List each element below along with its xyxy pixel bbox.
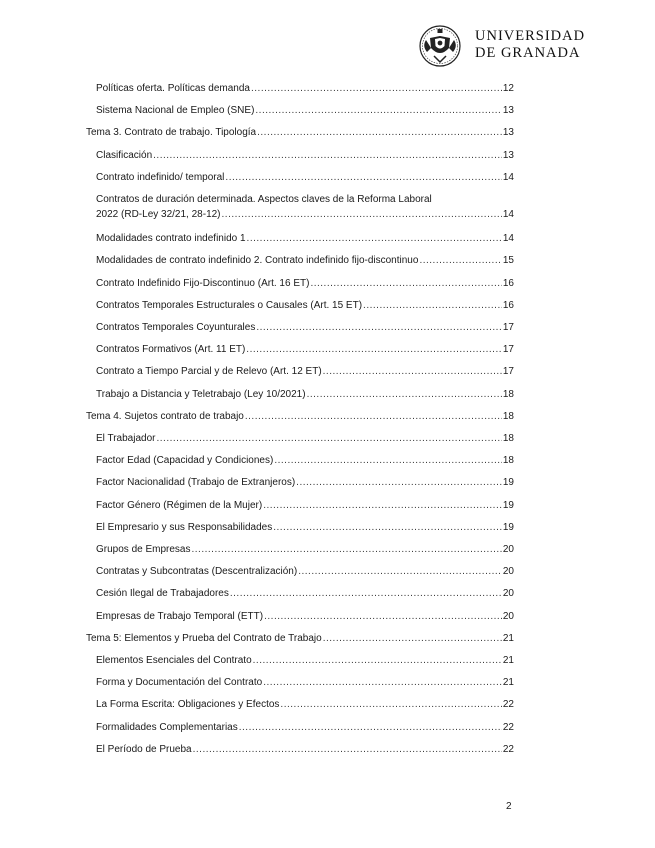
toc-entry-title: El Período de Prueba: [96, 743, 192, 755]
toc-entry-page: 19: [502, 477, 514, 489]
toc-entry-title: Cesión Ilegal de Trabajadores: [96, 588, 229, 600]
toc-entry-row: [96, 720, 514, 735]
toc-entry-title: Contratos Temporales Estructurales o Causales (Art. 15 ET): [96, 299, 363, 311]
toc-subsection-entry[interactable]: [0, 364, 655, 379]
toc-entry-title: Políticas oferta. Políticas demanda: [96, 83, 250, 94]
toc-entry-title: Clasificación: [96, 149, 153, 161]
toc-entry-page: 22: [502, 743, 514, 755]
dot-leader: [246, 342, 502, 357]
toc-entry-row: [96, 609, 514, 624]
toc-entry-page: 22: [502, 699, 514, 711]
toc-entry-title: Contratos Formativos (Art. 11 ET): [96, 344, 246, 356]
toc-subsection-entry[interactable]: [0, 697, 655, 712]
toc-entry-title: Grupos de Empresas: [96, 544, 191, 555]
toc-entry-title: Factor Edad (Capacidad y Condiciones): [96, 455, 274, 467]
toc-subsection-entry[interactable]: [0, 520, 655, 535]
toc-entry-row: [96, 364, 514, 379]
toc-subsection-entry[interactable]: [0, 170, 655, 185]
toc-entry-title: Contratas y Subcontratas (Descentralización): [96, 566, 298, 578]
dot-leader: [280, 697, 501, 712]
dot-leader: [307, 387, 502, 402]
toc-entry-page: 17: [502, 366, 514, 378]
toc-subsection-entry[interactable]: [0, 742, 655, 757]
toc-entry-row: [96, 276, 514, 291]
toc-entry-page: 21: [502, 632, 514, 644]
toc-entry-page: 20: [502, 588, 514, 600]
toc-entry-row: [96, 170, 514, 185]
toc-entry-title: Modalidades contrato indefinido 1: [96, 233, 246, 245]
toc-entry-title: Contrato Indefinido Fijo-Discontinuo (Art. 16 ET): [96, 277, 310, 289]
toc-entry-page: 16: [502, 277, 514, 289]
toc-subsection-entry[interactable]: [0, 586, 655, 601]
toc-entry-page: 20: [502, 566, 514, 578]
dot-leader: [156, 431, 501, 446]
toc-entry-page: 18: [502, 410, 514, 422]
toc-entry-row: [96, 342, 514, 357]
toc-subsection-entry[interactable]: [0, 498, 655, 513]
toc-section-entry[interactable]: [0, 409, 655, 424]
dot-leader: [253, 653, 502, 668]
dot-leader: [256, 320, 502, 335]
toc-entry-title: Formalidades Complementarias: [96, 721, 238, 733]
toc-entry-title: La Forma Escrita: Obligaciones y Efectos: [96, 699, 280, 711]
toc-entry-row: [96, 653, 514, 668]
toc-section-entry[interactable]: [0, 125, 655, 140]
toc-entry-row: [96, 253, 514, 268]
toc-entry-row: [96, 320, 514, 335]
dot-leader: [245, 409, 502, 424]
toc-entry-row: [96, 742, 514, 757]
toc-entry-title: El Trabajador: [96, 433, 156, 444]
toc-entry-row: [96, 675, 514, 690]
dot-leader: [274, 453, 502, 468]
toc-subsection-entry[interactable]: [0, 542, 655, 557]
toc-entry-title: Empresas de Trabajo Temporal (ETT): [96, 610, 264, 622]
toc-entry-row: [96, 697, 514, 712]
dot-leader: [247, 231, 502, 246]
toc-subsection-entry[interactable]: [0, 387, 655, 402]
toc-entry-title: Factor Nacionalidad (Trabajo de Extranjeros): [96, 477, 296, 489]
toc-subsection-entry[interactable]: [0, 453, 655, 468]
toc-subsection-entry[interactable]: [0, 253, 655, 268]
toc-entry-page: 16: [502, 299, 514, 311]
toc-entry-row: [86, 631, 514, 646]
dot-leader: [296, 475, 502, 490]
toc-entry-title: 2022 (RD-Ley 32/21, 28-12): [96, 209, 221, 220]
dot-leader: [323, 631, 502, 646]
university-crest-icon: [418, 24, 462, 68]
toc-subsection-entry[interactable]: [0, 475, 655, 490]
dot-leader: [239, 720, 502, 735]
toc-entry-title: Elementos Esenciales del Contrato: [96, 655, 252, 666]
toc-entry-row: [96, 81, 514, 96]
toc-entry-page: 18: [502, 388, 514, 400]
toc-entry-row: [86, 409, 514, 424]
toc-entry-row: [96, 387, 514, 402]
toc-subsection-entry[interactable]: [0, 320, 655, 335]
toc-entry-row: [96, 103, 514, 118]
dot-leader: [263, 498, 502, 513]
toc-entry-page: 18: [502, 455, 514, 467]
toc-entry-title: Sistema Nacional de Empleo (SNE): [96, 105, 255, 117]
toc-entry-title: Forma y Documentación del Contrato: [96, 677, 263, 689]
dot-leader: [225, 170, 501, 185]
toc-entry-row: [96, 542, 514, 557]
dot-leader: [273, 520, 502, 535]
toc-subsection-entry[interactable]: [0, 653, 655, 668]
logo-wordmark: [475, 28, 585, 62]
toc-entry-row: [96, 431, 514, 446]
toc-entry-page: 21: [502, 655, 514, 666]
toc-entry-page: 17: [502, 322, 514, 333]
toc-entry-title: Tema 3. Contrato de trabajo. Tipología: [86, 127, 257, 139]
dot-leader: [323, 364, 502, 379]
toc-entry-title: Contratos Temporales Coyunturales: [96, 322, 256, 333]
toc-entry-row: [96, 498, 514, 513]
dot-leader: [255, 103, 501, 118]
toc-subsection-entry[interactable]: [0, 720, 655, 735]
dot-leader: [193, 742, 502, 757]
dot-leader: [222, 207, 502, 222]
toc-entry-page: 12: [502, 83, 514, 94]
logo-line-1: UNIVERSIDAD: [475, 28, 586, 44]
dot-leader: [192, 542, 502, 557]
dot-leader: [363, 298, 502, 313]
toc-subsection-entry[interactable]: [0, 431, 655, 446]
dot-leader: [264, 609, 502, 624]
dot-leader: [263, 675, 502, 690]
dot-leader: [419, 253, 501, 268]
toc-entry-title: Modalidades de contrato indefinido 2. Contrato indefinido fijo-discontinuo: [96, 255, 419, 267]
toc-entry-title: Contrato a Tiempo Parcial y de Relevo (Art. 12 ET): [96, 366, 322, 378]
toc-subsection-entry[interactable]: [0, 103, 655, 118]
toc-entry-title: Contrato indefinido/ temporal: [96, 171, 225, 183]
toc-entry-title: Tema 5: Elementos y Prueba del Contrato de Trabajo: [86, 632, 322, 644]
toc-entry-row: [96, 207, 514, 222]
toc-entry-row: [96, 586, 514, 601]
toc-subsection-entry[interactable]: [0, 192, 655, 222]
page-number: 2: [506, 801, 512, 812]
toc-subsection-entry[interactable]: [0, 564, 655, 579]
toc-subsection-entry[interactable]: [0, 148, 655, 163]
toc-entry-page: 19: [502, 521, 514, 533]
toc-subsection-entry[interactable]: [0, 675, 655, 690]
toc-entry-title: Factor Género (Régimen de la Mujer): [96, 499, 263, 511]
dot-leader: [310, 276, 501, 291]
toc-entry-page: 14: [502, 233, 514, 245]
toc-subsection-entry[interactable]: [0, 81, 655, 96]
toc-entry-title: El Empresario y sus Responsabilidades: [96, 521, 273, 533]
toc-subsection-entry[interactable]: [0, 231, 655, 246]
toc-entry-page: 22: [502, 721, 514, 733]
toc-subsection-entry[interactable]: [0, 609, 655, 624]
toc-subsection-entry[interactable]: [0, 298, 655, 313]
toc-entry-title: Tema 4. Sujetos contrato de trabajo: [86, 410, 244, 422]
toc-entry-page: 15: [502, 255, 514, 267]
toc-entry-page: 13: [502, 127, 514, 139]
toc-entry-row: [96, 298, 514, 313]
toc-subsection-entry[interactable]: [0, 342, 655, 357]
dot-leader: [298, 564, 502, 579]
toc-entry-page: 19: [502, 499, 514, 511]
university-logo: [418, 24, 588, 68]
toc-section-entry[interactable]: [0, 631, 655, 646]
toc-subsection-entry[interactable]: [0, 276, 655, 291]
toc-entry-row: [96, 564, 514, 579]
toc-entry-row: [96, 475, 514, 490]
toc-entry-page: 20: [502, 544, 514, 555]
logo-line-2: DE GRANADA: [475, 45, 581, 61]
toc-entry-page: 13: [502, 105, 514, 117]
toc-entry-title: Trabajo a Distancia y Teletrabajo (Ley 10/2021): [96, 388, 306, 400]
toc-entry-page: 20: [502, 610, 514, 622]
toc-entry-page: 17: [502, 344, 514, 356]
toc-entry-row: [96, 520, 514, 535]
dot-leader: [230, 586, 502, 601]
dot-leader: [257, 125, 502, 140]
toc-entry-page: 14: [502, 171, 514, 183]
toc-entry-row: [96, 231, 514, 246]
dot-leader: [153, 148, 502, 163]
toc-entry-page: 13: [502, 149, 514, 161]
toc-entry-page: 14: [502, 209, 514, 220]
dot-leader: [251, 81, 502, 96]
toc-entry-row: [96, 453, 514, 468]
toc-entry-page: 21: [502, 677, 514, 689]
toc-entry-row: [86, 125, 514, 140]
toc-entry-row: [96, 148, 514, 163]
toc-entry-title-line: Contratos de duración determinada. Aspectos claves de la Reforma Laboral: [96, 194, 432, 205]
toc-entry-page: 18: [502, 433, 514, 444]
